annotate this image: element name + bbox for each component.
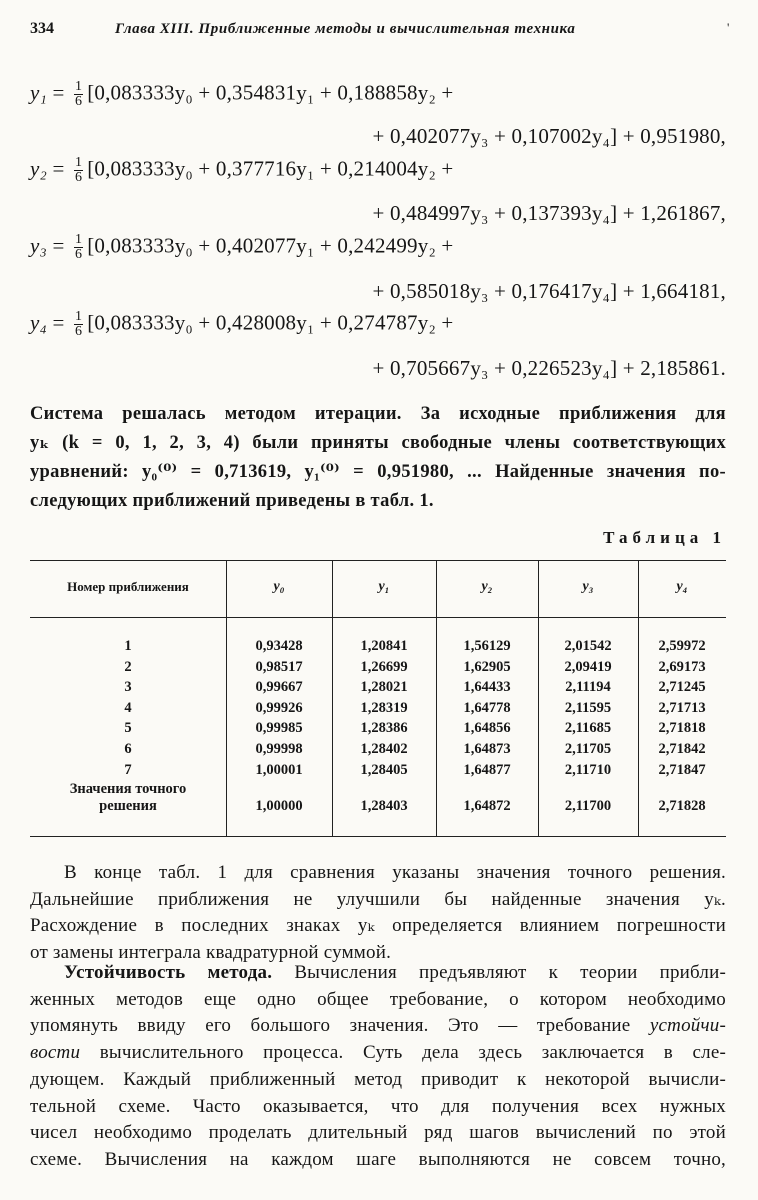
paragraph-line: В конце табл. 1 для сравнения указаны значения точного решения. bbox=[64, 862, 726, 883]
paragraph-line: схеме. Вычисления на каждом шаге выполняются не совсем точно, bbox=[30, 1148, 726, 1170]
fraction-numerator: 1 bbox=[74, 155, 83, 170]
table-cell: 1,64877 bbox=[463, 761, 511, 778]
exact-value-cell: 2,11700 bbox=[564, 798, 612, 814]
table-cell: 0,98517 bbox=[255, 658, 303, 675]
exact-solution-label bbox=[30, 781, 226, 815]
equation-y1-line2: + 0,402077y₃ + 0,107002y₄] + 0,951980, bbox=[372, 124, 726, 148]
paragraph-text: упомянуть ввиду его большого значения. Это — требование bbox=[30, 1015, 631, 1037]
table-cell: 2,69173 bbox=[658, 658, 706, 675]
italic-term: вости bbox=[30, 1042, 81, 1064]
table-cell: 2,01542 bbox=[564, 638, 612, 654]
fraction-denominator: 6 bbox=[74, 170, 83, 185]
paragraph-line: Расхождение в последних знаках yₖ определяется влиянием погрешности bbox=[30, 915, 726, 937]
paragraph-text: вычислительного процесса. Суть дела здесь заключается в сле- bbox=[99, 1042, 727, 1064]
paragraph-line: Система решалась методом итерации. За исходные приближения для bbox=[30, 404, 726, 424]
table-cell: 1,28319 bbox=[360, 699, 408, 716]
equation-y2-line1 bbox=[30, 156, 453, 185]
column-header-y1: y₁ bbox=[378, 579, 390, 594]
fraction-denominator: 6 bbox=[74, 94, 83, 109]
table-cell: 2,11685 bbox=[564, 720, 612, 737]
header-divider bbox=[30, 617, 726, 618]
equation-lhs: y₄ bbox=[30, 310, 48, 335]
table-cell: 2,71713 bbox=[658, 699, 706, 716]
exact-value-cell: 1,28403 bbox=[360, 798, 408, 814]
italic-term: устойчи- bbox=[649, 1015, 726, 1037]
paragraph-line: тельной схеме. Часто оказывается, что для получения всех нужных bbox=[30, 1095, 726, 1117]
header-mark: ' bbox=[727, 20, 730, 35]
table-cell: 1,64778 bbox=[463, 699, 511, 716]
column-header-y2: y₂ bbox=[481, 579, 493, 594]
paragraph-text: Вычисления предъявляют к теории прибли- bbox=[294, 962, 726, 983]
table-cell: 1,00001 bbox=[255, 761, 303, 778]
iteration-paragraph bbox=[30, 400, 726, 516]
row-iteration-number: 7 bbox=[124, 761, 132, 778]
exact-label-line: решения bbox=[99, 798, 157, 814]
table-cell: 0,93428 bbox=[255, 638, 303, 654]
exact-label-line: Значения точного bbox=[69, 781, 187, 797]
row-iteration-number: 6 bbox=[124, 741, 132, 757]
fraction-numerator: 1 bbox=[74, 79, 83, 94]
column-divider bbox=[436, 561, 437, 836]
fraction-denominator: 6 bbox=[74, 324, 83, 339]
data-table bbox=[30, 560, 726, 837]
paragraph-line: Дальнейшие приближения не улучшили бы найденные значения yₖ. bbox=[30, 888, 726, 910]
equals-sign: = bbox=[47, 156, 70, 181]
equation-y4-line2: + 0,705667y₃ + 0,226523y₄] + 2,185861. bbox=[372, 356, 726, 380]
table-cell: 1,28386 bbox=[360, 720, 408, 737]
paragraph-line: уравнений: y₀⁽⁰⁾ = 0,713619, y₁⁽⁰⁾ = 0,951980, ... Найденные значения по- bbox=[30, 462, 726, 482]
paragraph-line bbox=[30, 1040, 726, 1067]
exact-value-cell: 1,64872 bbox=[463, 798, 511, 814]
stability-heading: Устойчивость метода. bbox=[64, 962, 273, 983]
table-cell: 1,26699 bbox=[360, 658, 408, 675]
fraction bbox=[74, 233, 83, 262]
equation-y4-line1 bbox=[30, 310, 453, 339]
row-iteration-number: 2 bbox=[124, 658, 132, 675]
table-cell: 1,56129 bbox=[463, 638, 511, 654]
table-cell: 2,71818 bbox=[658, 720, 706, 737]
table-cell: 1,28405 bbox=[360, 761, 408, 778]
row-iteration-number: 3 bbox=[124, 679, 132, 696]
paragraph-line bbox=[30, 960, 726, 987]
paragraph-line: чисел необходимо проделать длительный ряд шагов вычислений по этой bbox=[30, 1122, 726, 1144]
table-cell: 1,62905 bbox=[463, 658, 511, 675]
equation-terms: [0,083333y₀ + 0,354831y₁ + 0,188858y₂ + bbox=[87, 80, 454, 105]
equation-lhs: y₂ bbox=[30, 156, 48, 181]
table-title: Таблица 1 bbox=[603, 528, 726, 547]
table-cell: 1,64433 bbox=[463, 679, 511, 696]
table-cell: 2,09419 bbox=[564, 658, 612, 675]
fraction bbox=[74, 80, 83, 109]
equals-sign: = bbox=[47, 233, 70, 258]
paragraph-line bbox=[30, 1013, 726, 1040]
fraction-denominator: 6 bbox=[74, 247, 83, 262]
row-iteration-number: 1 bbox=[124, 638, 132, 654]
table-cell: 2,71245 bbox=[658, 679, 706, 696]
table-cell: 1,28402 bbox=[360, 741, 408, 757]
column-divider bbox=[638, 561, 639, 836]
table-cell: 0,99667 bbox=[255, 679, 303, 696]
paragraph-line: дующем. Каждый приближенный метод приводит к некоторой вычисли- bbox=[30, 1068, 726, 1090]
exact-value-cell: 1,00000 bbox=[255, 798, 303, 814]
table-cell: 1,28021 bbox=[360, 679, 408, 696]
column-header-y3: y₃ bbox=[582, 579, 594, 594]
table-cell: 1,64873 bbox=[463, 741, 511, 757]
table-cell: 0,99926 bbox=[255, 699, 303, 716]
equation-terms: [0,083333y₀ + 0,428008y₁ + 0,274787y₂ + bbox=[87, 310, 454, 335]
fraction bbox=[74, 156, 83, 185]
table-cell: 1,20841 bbox=[360, 638, 408, 654]
stability-paragraph bbox=[30, 960, 726, 1174]
table-cell: 1,64856 bbox=[463, 720, 511, 737]
running-title: Глава XIII. Приближенные методы и вычислительная техника bbox=[115, 21, 576, 37]
table-cell: 2,71842 bbox=[658, 741, 706, 757]
column-header-y4: y₄ bbox=[676, 579, 688, 594]
table-cell: 2,11595 bbox=[564, 699, 612, 716]
comparison-paragraph bbox=[30, 860, 726, 967]
equation-y1-line1 bbox=[30, 80, 453, 109]
row-iteration-number: 5 bbox=[124, 720, 132, 737]
paragraph-line: следующих приближений приведены в табл. 1. bbox=[30, 491, 434, 511]
table-cell: 2,11194 bbox=[565, 679, 611, 696]
equation-lhs: y₁ bbox=[30, 80, 48, 105]
table-cell: 2,71847 bbox=[658, 761, 706, 778]
paragraph-line: yₖ (k = 0, 1, 2, 3, 4) были приняты свободные члены соответствующих bbox=[30, 433, 726, 453]
equation-lhs: y₃ bbox=[30, 233, 48, 258]
paragraph-line: женных методов еще одно общее требование, о котором необходимо bbox=[30, 988, 726, 1010]
table-cell: 2,59972 bbox=[658, 638, 706, 654]
equals-sign: = bbox=[47, 310, 70, 335]
equation-terms: [0,083333y₀ + 0,402077y₁ + 0,242499y₂ + bbox=[87, 233, 454, 258]
column-header-y0: y₀ bbox=[273, 579, 285, 594]
equation-y2-line2: + 0,484997y₃ + 0,137393y₄] + 1,261867, bbox=[372, 201, 726, 225]
fraction-numerator: 1 bbox=[74, 309, 83, 324]
table-cell: 2,11710 bbox=[564, 761, 612, 778]
column-divider bbox=[538, 561, 539, 836]
table-cell: 0,99985 bbox=[255, 720, 303, 737]
exact-value-cell: 2,71828 bbox=[658, 798, 706, 814]
equation-y3-line2: + 0,585018y₃ + 0,176417y₄] + 1,664181, bbox=[372, 279, 726, 303]
fraction bbox=[74, 310, 83, 339]
table-cell: 2,11705 bbox=[564, 741, 612, 757]
equals-sign: = bbox=[47, 80, 70, 105]
page-header bbox=[30, 20, 730, 44]
page-number: 334 bbox=[30, 20, 54, 37]
equation-y3-line1 bbox=[30, 233, 453, 262]
equation-terms: [0,083333y₀ + 0,377716y₁ + 0,214004y₂ + bbox=[87, 156, 454, 181]
column-header-iteration: Номер приближения bbox=[67, 579, 189, 594]
row-iteration-number: 4 bbox=[124, 699, 132, 716]
table-cell: 0,99998 bbox=[255, 741, 303, 757]
fraction-numerator: 1 bbox=[74, 232, 83, 247]
paragraph-line: от замены интеграла квадратурной суммой. bbox=[30, 942, 392, 964]
column-divider bbox=[226, 561, 227, 836]
column-divider bbox=[332, 561, 333, 836]
